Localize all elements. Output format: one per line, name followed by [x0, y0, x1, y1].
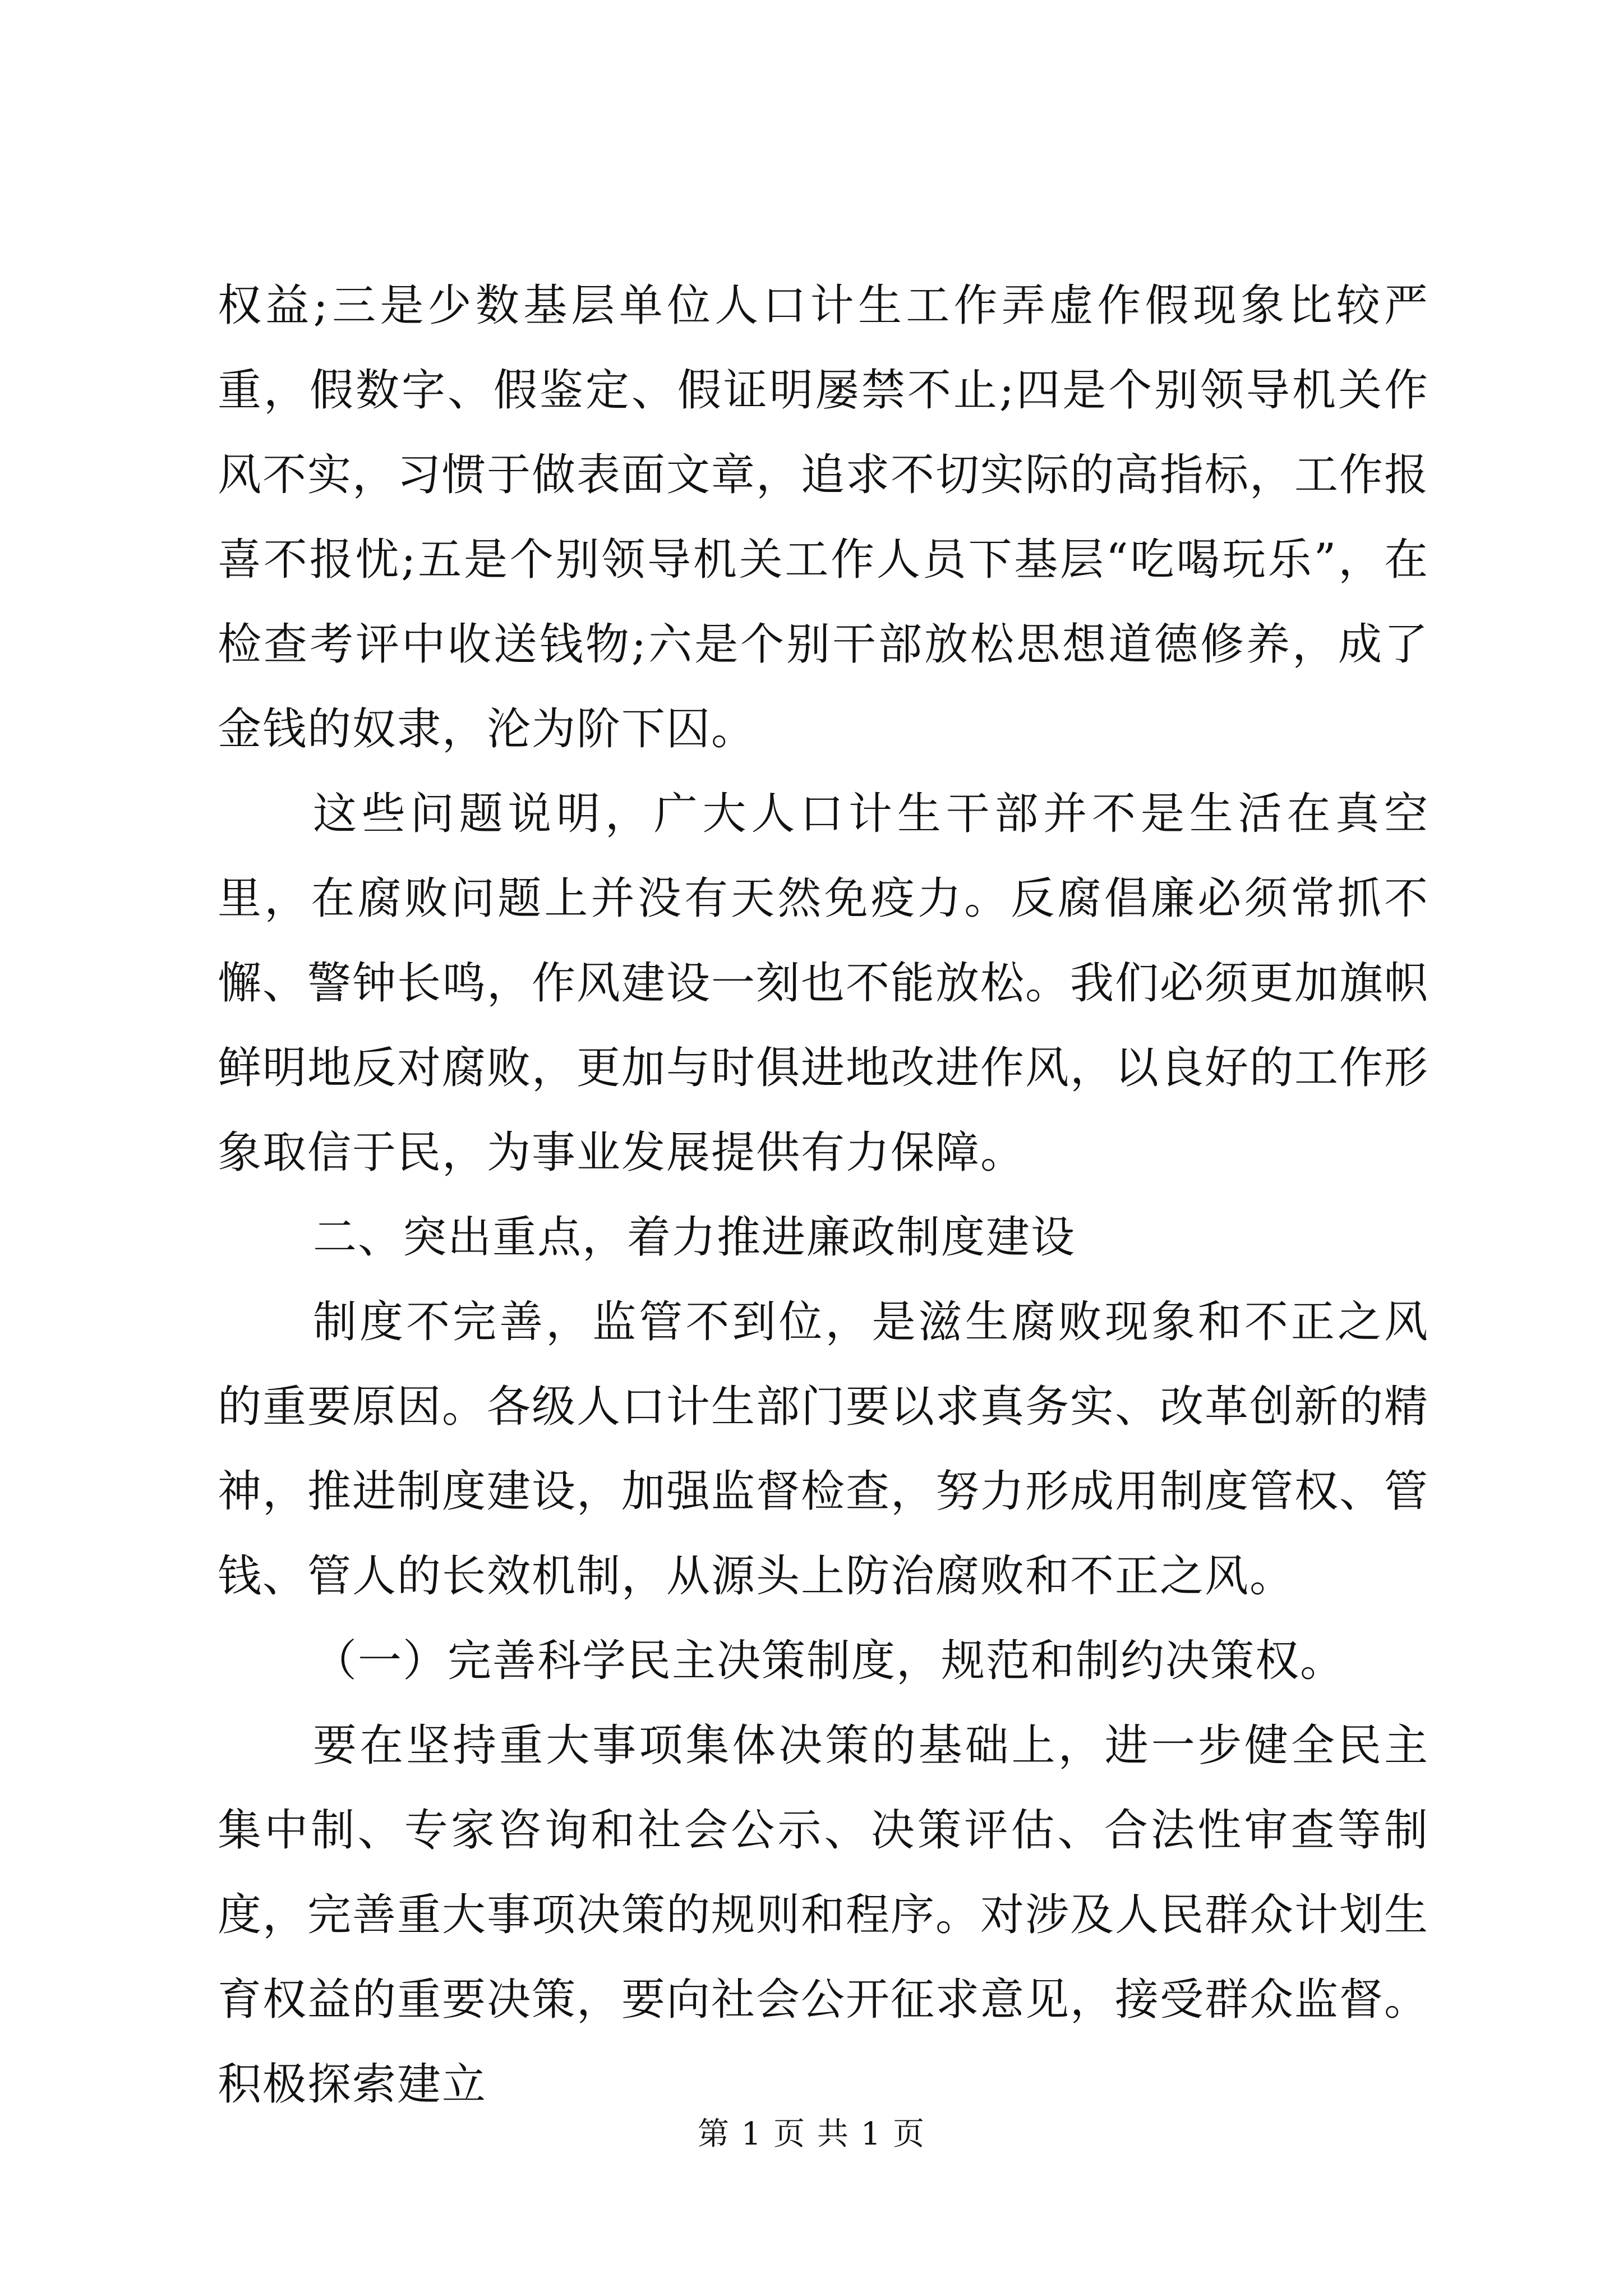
paragraph-2: 这些问题说明，广大人口计生干部并不是生活在真空里，在腐败问题上并没有天然免疫力。反腐倡廉必须常抓不懈、警钟长鸣，作风建设一刻也不能放松。我们必须更加旗帜鲜明地反对腐败，更加与时俱进地改进作风，以良好的工作形象取信于民，为事业发展提供有力保障。: [218, 789, 1430, 1178]
subsection-heading-1: （一）完善科学民主决策制度，规范和制约决策权。: [313, 1636, 1345, 1686]
section-heading-2: 二、突出重点，着力推进廉政制度建设: [313, 1212, 1076, 1263]
paragraph-1: 权益;三是少数基层单位人口计生工作弄虚作假现象比较严重，假数字、假鉴定、假证明屡禁不止;四是个别领导机关作风不实，习惯于做表面文章，追求不切实际的高指标，工作报喜不报忧;五是个别领导机关工作人员下基层“吃喝玩乐”，在检查考评中收送钱物;六是个别干部放松思想道德修养，成了金钱的奴隶，沦为阶下囚。: [218, 280, 1430, 754]
paragraph-4: 要在坚持重大事项集体决策的基础上，进一步健全民主集中制、专家咨询和社会公示、决策评估、合法性审查等制度，完善重大事项决策的规则和程序。对涉及人民群众计划生育权益的重要决策，要向社会公开征求意见，接受群众监督。积极探索建立: [218, 1720, 1430, 2110]
document-body: [218, 264, 1429, 2127]
paragraph-3: 制度不完善，监管不到位，是滋生腐败现象和不正之风的重要原因。各级人口计生部门要以求真务实、改革创新的精神，推进制度建设，加强监督检查，努力形成用制度管权、管钱、管人的长效机制，从源头上防治腐败和不正之风。: [218, 1297, 1430, 1602]
page-footer: 第 1 页 共 1 页: [697, 2116, 926, 2152]
